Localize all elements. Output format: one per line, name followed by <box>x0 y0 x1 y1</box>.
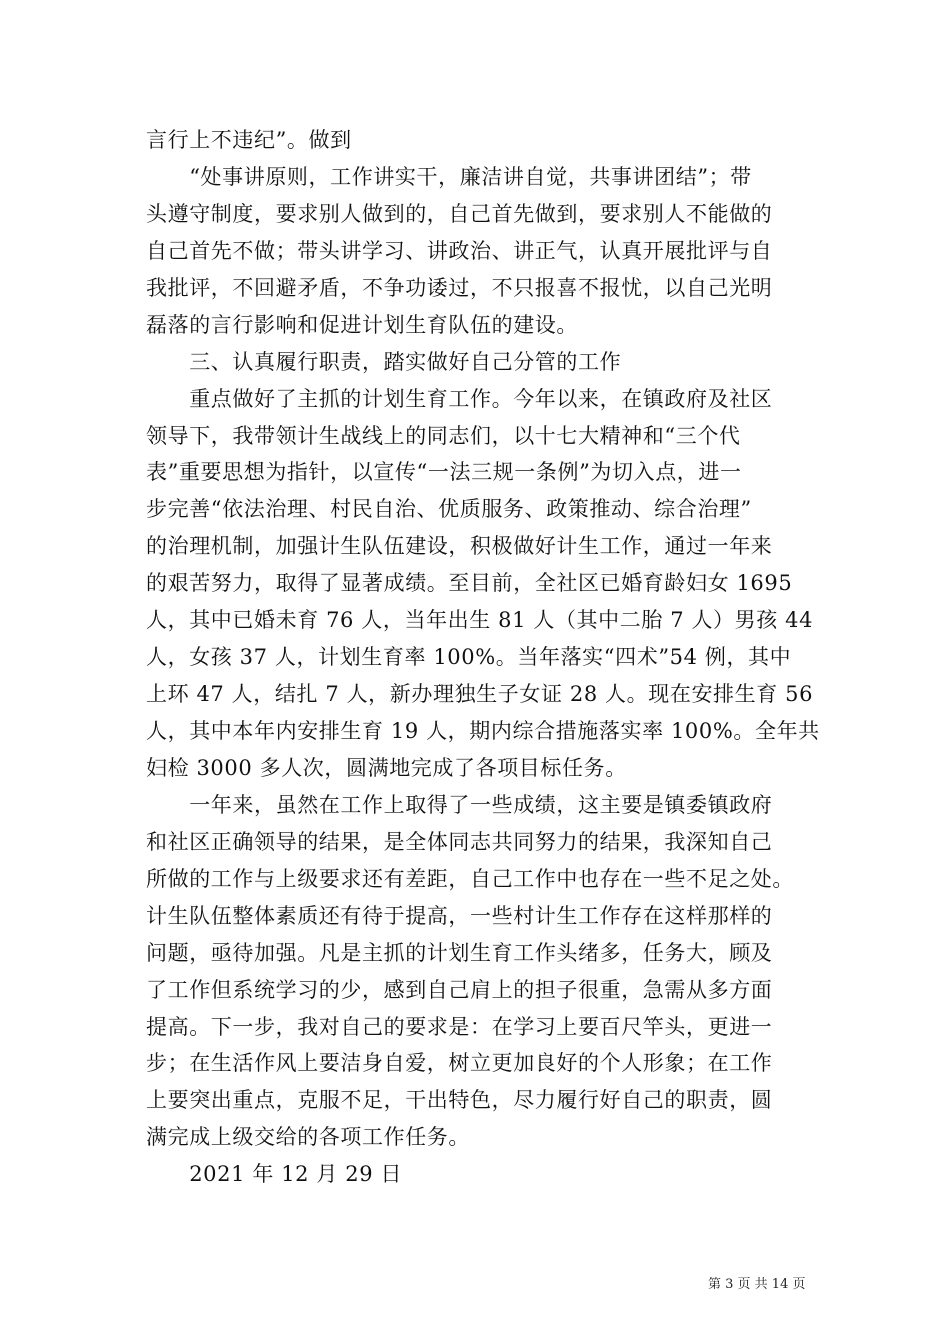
text-line: 重点做好了主抓的计划生育工作。今年以来，在镇政府及社区 <box>146 386 773 411</box>
text-line: 步；在生活作风上要洁身自爱，树立更加良好的个人形象；在工作 <box>146 1051 773 1076</box>
text-line: 人，其中已婚未育 76 人，当年出生 81 人（其中二胎 7 人）男孩 44 <box>146 608 814 633</box>
text-line: “处事讲原则，工作讲实干，廉洁讲自觉，共事讲团结”；带 <box>146 164 752 189</box>
text-line: 步完善“依法治理、村民自治、优质服务、政策推动、综合治理” <box>146 497 752 522</box>
text-line: 的治理机制，加强计生队伍建设，积极做好计生工作，通过一年来 <box>146 534 773 559</box>
text-line: 上要突出重点，克服不足，干出特色，尽力履行好自己的职责，圆 <box>146 1088 773 1113</box>
body-text <box>146 122 826 1193</box>
text-line: 满完成上级交给的各项工作任务。 <box>146 1125 470 1150</box>
text-line: 磊落的言行影响和促进计划生育队伍的建设。 <box>146 312 578 337</box>
text-line: 人，女孩 37 人，计划生育率 100%。当年落实“四术”54 例，其中 <box>146 645 792 670</box>
section-heading: 三、认真履行职责，踏实做好自己分管的工作 <box>146 349 622 374</box>
text-line: 和社区正确领导的结果，是全体同志共同努力的结果，我深知自己 <box>146 829 773 854</box>
text-line: 上环 47 人，结扎 7 人，新办理独生子女证 28 人。现在安排生育 56 <box>146 682 814 707</box>
text-line: 我批评，不回避矛盾，不争功诿过，不只报喜不报忧，以自己光明 <box>146 275 773 300</box>
text-line: 计生队伍整体素质还有待于提高，一些村计生工作存在这样那样的 <box>146 903 773 928</box>
text-line: 所做的工作与上级要求还有差距，自己工作中也存在一些不足之处。 <box>146 866 794 891</box>
text-line: 自己首先不做；带头讲学习、讲政治、讲正气，认真开展批评与自 <box>146 238 773 263</box>
text-line: 妇检 3000 多人次，圆满地完成了各项目标任务。 <box>146 755 627 780</box>
text-line: 提高。下一步，我对自己的要求是：在学习上要百尺竿头，更进一 <box>146 1014 773 1039</box>
text-line: 了工作但系统学习的少，感到自己肩上的担子很重，急需从多方面 <box>146 977 773 1002</box>
text-line: 言行上不违纪”。做到 <box>146 128 352 152</box>
text-line: 问题，亟待加强。凡是主抓的计划生育工作头绪多，任务大，顾及 <box>146 940 773 965</box>
text-line: 领导下，我带领计生战线上的同志们，以十七大精神和“三个代 <box>146 423 741 448</box>
text-line: 一年来，虽然在工作上取得了一些成绩，这主要是镇委镇政府 <box>146 792 773 817</box>
text-line: 头遵守制度，要求别人做到的，自己首先做到，要求别人不能做的 <box>146 201 773 226</box>
text-line: 表”重要思想为指针，以宣传“一法三规一条例”为切入点，进一 <box>146 460 742 485</box>
text-line: 的艰苦努力，取得了显著成绩。至目前，全社区已婚育龄妇女 1695 <box>146 571 793 596</box>
text-line: 人，其中本年内安排生育 19 人，期内综合措施落实率 100%。全年共 <box>146 719 820 743</box>
document-date: 2021 年 12 月 29 日 <box>146 1162 403 1187</box>
page-number: 第 3 页 共 14 页 <box>708 1277 806 1292</box>
